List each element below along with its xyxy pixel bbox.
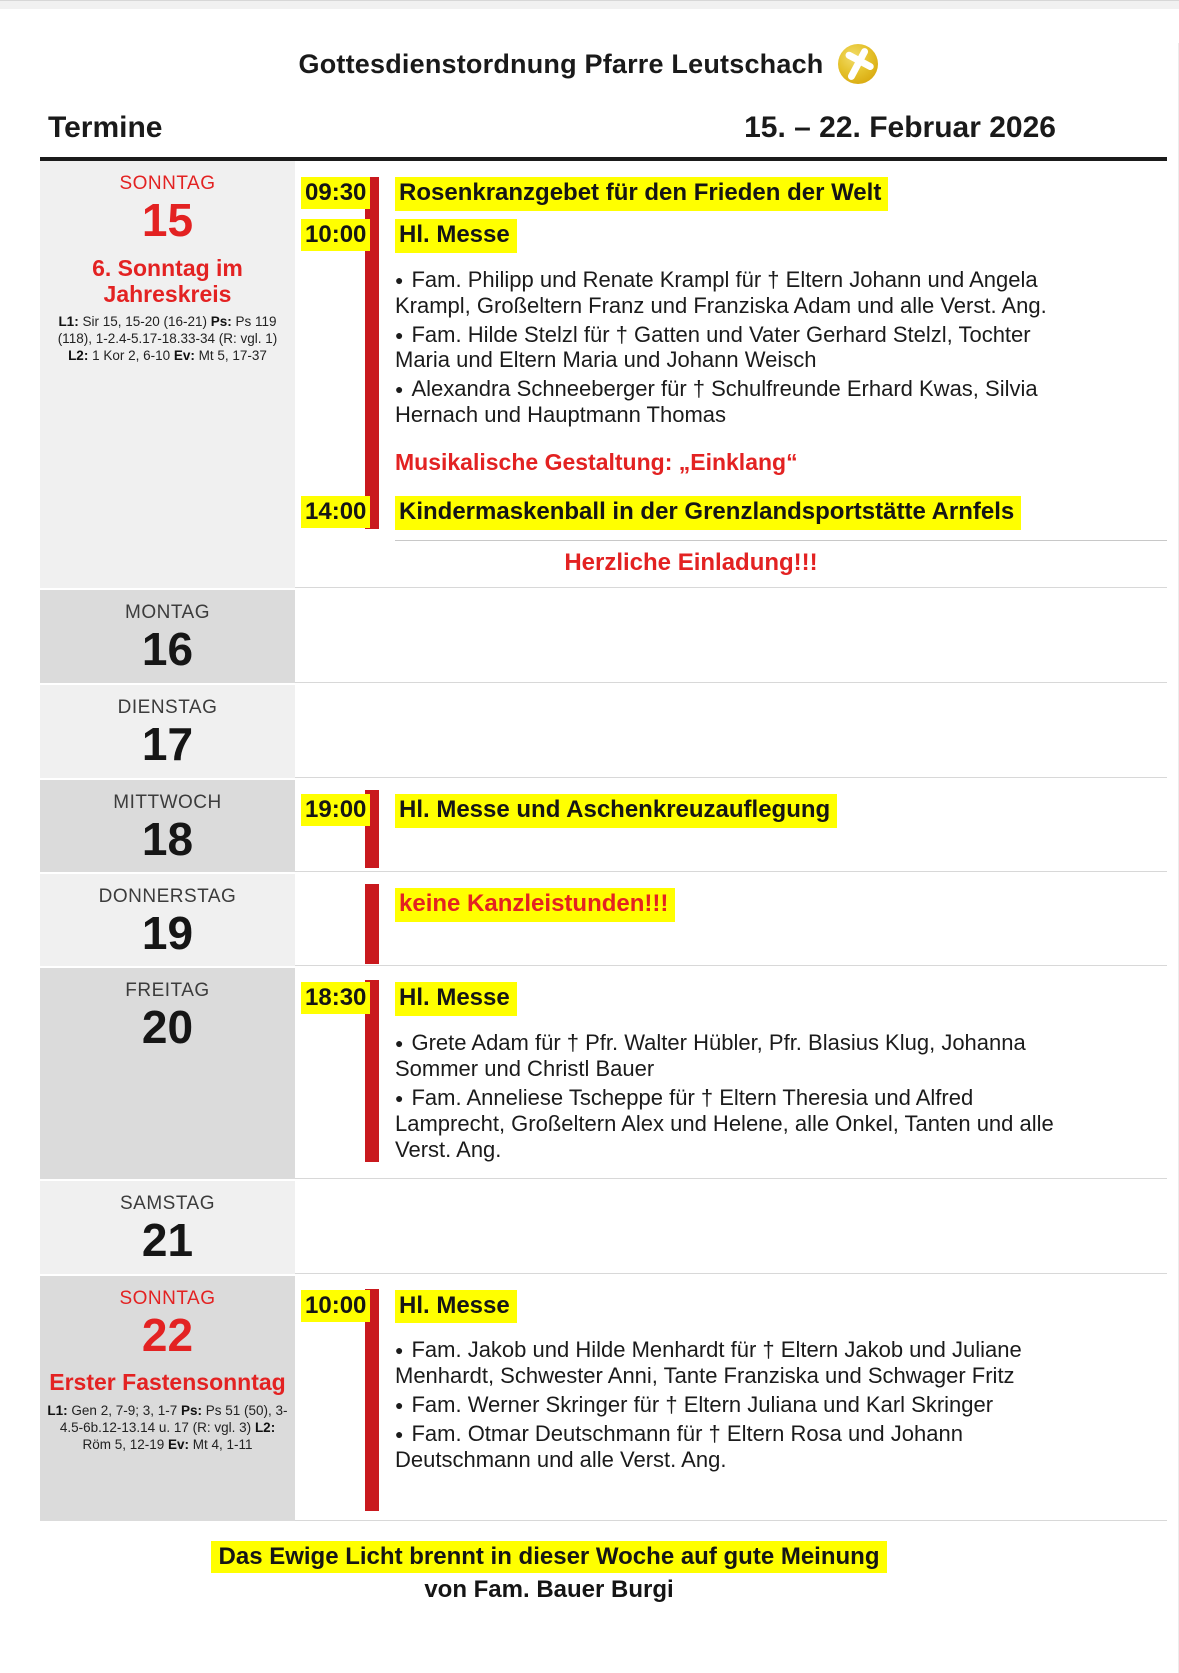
intention-text: Fam. Anneliese Tscheppe für † Eltern Theresia und Alfred Lamprecht, Großeltern Alex und Helene, alle Onkel, Tanten und alle Verst. Ang. — [395, 1084, 1054, 1162]
intention-list — [295, 1024, 1167, 1168]
lectionary-label: L2: — [254, 1419, 276, 1435]
day-cell — [40, 968, 295, 1179]
liturgical-day-name: Erster Fastensonntag — [49, 1369, 286, 1396]
intention-text: Grete Adam für † Pfr. Walter Hübler, Pfr. Blasius Klug, Johanna Sommer und Christl Bauer — [395, 1029, 1026, 1081]
event-time: 10:00 — [301, 219, 370, 251]
day-events-cell — [295, 874, 1167, 966]
day-row — [40, 590, 1167, 683]
day-number: 21 — [141, 1213, 194, 1266]
weekday-label: FREITAG — [125, 980, 210, 1002]
lectionary-label: Ps: — [181, 1402, 203, 1418]
event-row — [295, 1290, 1167, 1324]
music-note: Musikalische Gestaltung: „Einklang“ — [395, 449, 798, 476]
day-events-cell — [295, 685, 1167, 778]
bullet-icon: ● — [395, 1342, 404, 1359]
invitation-note: Herzliche Einladung!!! — [564, 549, 818, 577]
page-header — [0, 43, 1178, 85]
day-row — [40, 874, 1167, 966]
weekday-label: DIENSTAG — [117, 697, 218, 719]
intention-item — [395, 322, 1055, 374]
bullet-icon: ● — [395, 271, 404, 288]
intention-list — [295, 1331, 1167, 1478]
weekday-label: DONNERSTAG — [98, 886, 237, 908]
lectionary-label: L1: — [58, 314, 79, 330]
week-schedule-table — [40, 161, 1167, 1521]
day-number: 22 — [141, 1308, 194, 1361]
parish-cross-icon — [837, 43, 879, 85]
lectionary-readings: L1: Sir 15, 15-20 (16-21) Ps: Ps 119 (118), 1-2.4-5.17-18.33-34 (R: vgl. 1) L2: 1 Kor 2, 6-10 Ev: Mt 5, 17-37 — [57, 314, 278, 364]
footer-note — [0, 1543, 1178, 1604]
event-title: Kindermaskenball in der Grenzlandsportstätte Arnfels — [395, 496, 1021, 530]
day-row — [40, 1181, 1167, 1274]
event-time: 09:30 — [301, 177, 370, 209]
event-time: 18:30 — [301, 982, 370, 1014]
day-number: 20 — [141, 1001, 194, 1054]
intention-text: Fam. Philipp und Renate Krampl für † Eltern Johann und Angela Krampl, Großeltern Franz und Franziska Adam und alle Verst. Ang. — [395, 266, 1047, 318]
day-number: 17 — [141, 718, 194, 771]
lectionary-label: L2: — [68, 348, 89, 364]
event-row — [295, 496, 1167, 530]
event-row — [295, 219, 1167, 253]
day-row — [40, 1276, 1167, 1521]
intention-text: Fam. Otmar Deutschmann für † Eltern Rosa und Johann Deutschmann und alle Verst. Ang. — [395, 1421, 963, 1473]
day-events-cell — [295, 1181, 1167, 1274]
day-events-cell — [295, 161, 1167, 588]
day-number: 16 — [141, 623, 194, 676]
day-cell — [40, 685, 295, 778]
lectionary-label: Ev: — [173, 348, 195, 364]
event-row — [295, 177, 1167, 211]
event-title: keine Kanzleistunden!!! — [395, 888, 675, 922]
event-title: Hl. Messe — [395, 982, 517, 1016]
separator-line — [395, 540, 1167, 541]
day-events-cell — [295, 968, 1167, 1179]
day-row — [40, 161, 1167, 588]
intention-text: Alexandra Schneeberger für † Schulfreunde Erhard Kwas, Silvia Hernach und Hauptmann Thomas — [395, 376, 1038, 428]
day-row — [40, 968, 1167, 1179]
event-time: 14:00 — [301, 496, 370, 528]
weekday-label: SONNTAG — [119, 1287, 216, 1309]
day-row — [40, 685, 1167, 778]
lectionary-label: Ev: — [168, 1436, 190, 1452]
day-events-cell — [295, 590, 1167, 683]
eternal-light-text: Das Ewige Licht brennt in dieser Woche auf gute Meinung — [211, 1541, 888, 1573]
event-title: Hl. Messe — [395, 1290, 517, 1324]
day-cell — [40, 874, 295, 966]
liturgical-day-name: 6. Sonntag im Jahreskreis — [92, 254, 243, 307]
bullet-icon: ● — [395, 326, 404, 343]
bullet-icon: ● — [395, 1089, 404, 1106]
termine-heading: Termine — [48, 111, 163, 144]
week-date-range: 15. – 22. Februar 2026 — [744, 111, 1056, 144]
subheader-row — [0, 111, 1178, 145]
bullet-icon: ● — [395, 381, 404, 398]
event-title: Hl. Messe und Aschenkreuzauflegung — [395, 794, 837, 828]
intention-item — [395, 1030, 1055, 1082]
day-cell — [40, 1276, 295, 1521]
scan-top-edge — [0, 0, 1179, 9]
newsletter-page — [0, 43, 1179, 1673]
weekday-label: MONTAG — [125, 602, 210, 624]
event-row — [295, 888, 1167, 922]
day-number: 19 — [141, 907, 194, 960]
lectionary-label: L1: — [47, 1402, 68, 1418]
intention-text: Fam. Werner Skringer für † Eltern Juliana und Karl Skringer — [411, 1392, 994, 1418]
day-cell — [40, 590, 295, 683]
weekday-label: SAMSTAG — [120, 1192, 215, 1214]
intention-text: Fam. Hilde Stelzl für † Gatten und Vater Gerhard Stelzl, Tochter Maria und Eltern Maria und Johann Weisch — [395, 321, 1031, 373]
intention-item — [395, 267, 1055, 319]
intention-item — [395, 1392, 1055, 1418]
event-time: 19:00 — [301, 794, 370, 826]
day-cell — [40, 780, 295, 872]
intention-list — [295, 261, 1167, 434]
intention-item — [395, 376, 1055, 428]
page-title: Gottesdienstordnung Pfarre Leutschach — [298, 48, 824, 79]
day-events-cell — [295, 1276, 1167, 1521]
intention-text: Fam. Jakob und Hilde Menhardt für † Eltern Jakob und Juliane Menhardt, Schwester Anni, Tante Franziska und Schwager Fritz — [395, 1337, 1022, 1389]
intention-item — [395, 1337, 1055, 1389]
event-time: 10:00 — [301, 1290, 370, 1322]
lectionary-readings: L1: Gen 2, 7-9; 3, 1-7 Ps: Ps 51 (50), 3-4.5-6b.12-13.14 u. 17 (R: vgl. 3) L2: Röm 5, 12-19 Ev: Mt 4, 1-11 — [47, 1402, 288, 1452]
day-row — [40, 780, 1167, 872]
day-number: 15 — [141, 194, 194, 246]
lectionary-label: Ps: — [210, 314, 232, 330]
bullet-icon: ● — [395, 1397, 404, 1414]
day-events-cell — [295, 780, 1167, 872]
event-title: Rosenkranzgebet für den Frieden der Welt — [395, 177, 888, 211]
bullet-icon: ● — [395, 1426, 404, 1443]
event-row — [295, 794, 1167, 828]
eternal-light-note — [0, 1543, 1098, 1571]
event-row — [295, 982, 1167, 1016]
intention-item — [395, 1085, 1055, 1163]
weekday-label: MITTWOCH — [113, 792, 222, 814]
event-title: Hl. Messe — [395, 219, 517, 253]
intention-item — [395, 1421, 1055, 1473]
day-cell — [40, 161, 295, 588]
weekday-label: SONNTAG — [119, 173, 216, 194]
day-number: 18 — [141, 813, 194, 866]
bullet-icon: ● — [395, 1034, 404, 1051]
eternal-light-donor: von Fam. Bauer Burgi — [424, 1575, 674, 1603]
day-cell — [40, 1181, 295, 1274]
